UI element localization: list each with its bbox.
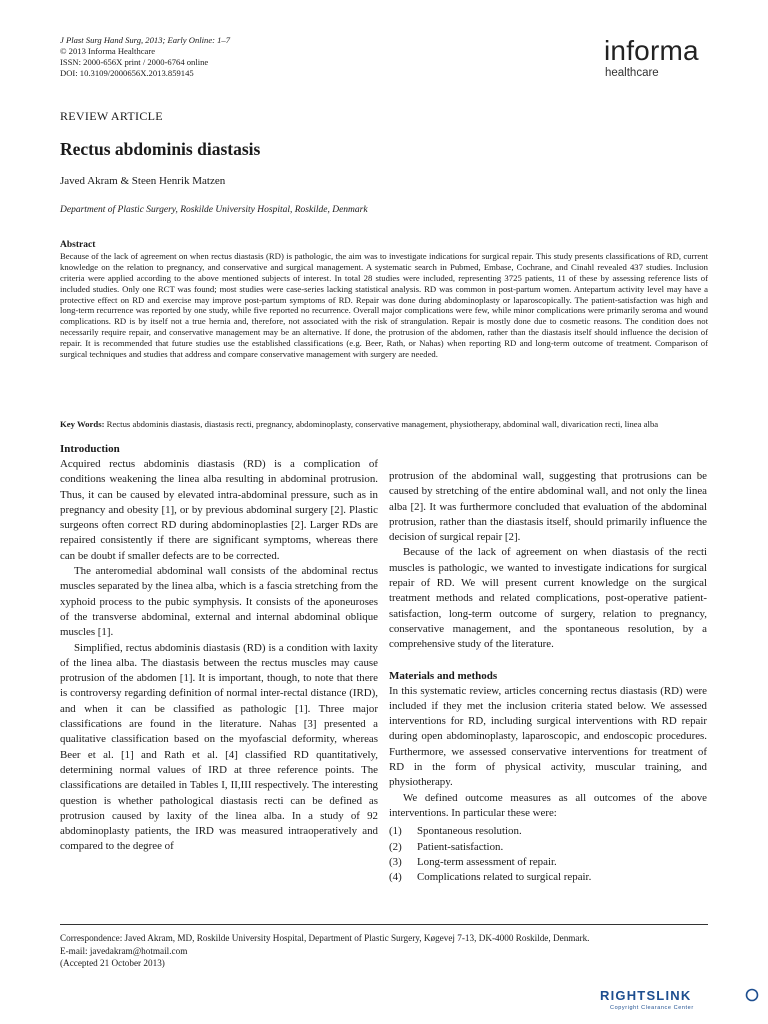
informa-healthcare-logo <box>604 36 699 80</box>
affiliation: Department of Plastic Surgery, Roskilde University Hospital, Roskilde, Denmark <box>60 205 368 215</box>
list-item-text: Long-term assessment of repair. <box>417 855 557 868</box>
journal-metadata <box>60 35 230 79</box>
abstract-text: Because of the lack of agreement on when rectus diastasis (RD) is pathologic, the aim was to investigate indications for surgical repair. This study presents classifications of RD, current knowledge on the relation to pregnancy, and conservative and surgical management. A systematic search in Pubmed, Embase, Cochrane, and Cinahl revealed 437 studies. Inclusion criteria were applied according to the above mentioned subjects of interest. In total 28 studies were included, representing 3725 patients, 11 of these by assessing reference lists of included studies. Only one RCT was found; most studies were case-series lacking statistical analysis. RD was common in post-partum women. Antepartum activity level may have a protective effect on RD and exercise may improve post-partum symptoms of RD. Repair was done during abdominoplasty or laparoscopically. The patient-satisfaction was high and long-term recurrence was reported by one study, while five reported no recurrence. Overall major complications were few, while minor complications were primarily seroma and wound complications. RD is by itself not a true hernia and, therefore, not associated with the risk of strangulation. Repair is mostly done due to cosmetic reasons. The condition does not necessarily require repair, and conservative management may be an alternative. If done, the protrusion of the abdomen, rather than the diastasis itself should influence the decision of repair. It is recommended that future studies use the established classifications (e.g. Beer, Rath, or Nahas) when reporting RD and long-term outcome of treatment. Comparison of surgical techniques and studies that address and compare conservative management with surgery are needed. <box>60 250 708 360</box>
list-item <box>389 840 707 855</box>
author-list: Javed Akram & Steen Henrik Matzen <box>60 175 226 187</box>
intro-paragraph-3: Simplified, rectus abdominis diastasis (RD) is a condition with laxity of the linea alba. The diastasis between the rectus muscles may cause protrusion of the abdomen [1]. It is important, though, to note that there is controversy regarding definition of normal inter-rectal distance (IRD), and when it can be classified as pathologic [1]. Three major classifications are found in the literature. Nahas [3] presented a qualitative classification based on the myofascial deformity, whereas Beer et al. [1] and Rath et al. [4] classified RD quantitatively, determining normal values of IRD at three reference points. The classifications are detailed in Tables I, II,III respectively. The interesting question is whether pathological diastasis recti can be defined as protrusion caused by laxity of the linea alba. In a study of 92 abdominoplasty patients, the IRD was measured intraoperatively and compared to the degree of <box>60 641 378 853</box>
rightslink-subtitle: Copyright Clearance Center <box>610 1005 694 1011</box>
list-item-number: (2) <box>389 840 402 853</box>
intro-paragraph-4: protrusion of the abdominal wall, suggesting that protrusions can be caused by stretching of the entire abdominal wall, and not only the linea alba [2]. It was furthermore concluded that evaluation of the abdominal protrusion, rather than the diastasis itself, should primarily influence the decision of surgical repair [2]. <box>389 470 707 544</box>
rightslink-logo[interactable] <box>600 986 760 1017</box>
outcome-list <box>389 824 707 885</box>
list-item <box>389 855 707 870</box>
accepted-date: (Accepted 21 October 2013) <box>60 958 165 968</box>
copyright-line: © 2013 Informa Healthcare <box>60 46 156 56</box>
abstract-heading: Abstract <box>60 240 96 250</box>
keywords-text: Rectus abdominis diastasis, diastasis recti, pregnancy, abdominoplasty, conservative management, physiotherapy, abdominal wall, divarication recti, linea alba <box>106 419 659 429</box>
intro-paragraph-2: The anteromedial abdominal wall consists of the abdominal rectus muscles separated by the linea alba, which is a fascia stretching from the xyphoid process to the pubic symphysis. It consists of the aponeuroses of the transverse abdominal, external and internal abdominal oblique muscles [1]. <box>60 565 378 639</box>
rightslink-ring-icon <box>747 990 758 1001</box>
methods-heading: Materials and methods <box>389 669 498 682</box>
list-item-text: Spontaneous resolution. <box>417 825 522 838</box>
list-item-text: Patient-satisfaction. <box>417 840 504 853</box>
logo-wordmark: informa <box>604 35 699 66</box>
correspondence-email[interactable]: E-mail: javedakram@hotmail.com <box>60 945 188 956</box>
intro-paragraph-5: Because of the lack of agreement on when diastasis of the recti muscles is pathologic, we wanted to investigate indications for surgical repair of RD. We will present current knowledge on the surgical treatment methods and related complications, post-operative patient-satisfaction, long-term outcome of surgery, relation to pregnancy, conservative management, and the spontaneous resolution, by a comprehensive study of the literature. <box>389 546 707 651</box>
keywords-section <box>60 419 708 430</box>
methods-paragraph-2: We defined outcome measures as all outcomes of the above interventions. In particular these were: <box>389 791 707 819</box>
list-item-number: (3) <box>389 855 402 868</box>
list-item <box>389 824 707 839</box>
article-title: Rectus abdominis diastasis <box>60 139 261 159</box>
list-item-number: (1) <box>389 825 402 838</box>
introduction-heading: Introduction <box>60 443 120 455</box>
keywords-heading: Key Words: <box>60 419 105 429</box>
intro-paragraph-1: Acquired rectus abdominis diastasis (RD) is a complication of conditions weakening the linea alba resulting in abdominal protrusion. Thus, it can be caused by elevated intra-abdominal pressure, such as in pregnancy and obesity [1], or by previous abdominal surgery [2]. Plastic surgeons often correct RD during abdominoplasties [2]. Larger RDs are repaired consistently if there are significant symptoms, whereas there can be doubt if smaller defects are to be corrected. <box>60 458 378 562</box>
journal-citation: J Plast Surg Hand Surg, 2013; Early Online: 1–7 <box>60 35 231 45</box>
abstract-section <box>60 240 708 360</box>
rightslink-logo-graphic <box>600 986 760 1012</box>
correspondence-footer <box>60 932 720 970</box>
issn-line: ISSN: 2000-656X print / 2000-6764 online <box>60 57 209 67</box>
correspondence-address: Correspondence: Javed Akram, MD, Roskilde University Hospital, Department of Plastic Surgery, Køgevej 7-13, DK-4000 Roskilde, Denmark. <box>60 933 590 943</box>
left-column <box>60 442 378 855</box>
doi-line[interactable]: DOI: 10.3109/2000656X.2013.859145 <box>60 68 194 78</box>
list-item <box>389 870 707 885</box>
footer-divider <box>60 924 708 925</box>
methods-paragraph-1: In this systematic review, articles concerning rectus diastasis (RD) were included if they met the inclusion criteria stated below. We assessed interventions for RD, including surgical interventions with RD repair during open abdominoplasty, laparoscopic, and endoscopic procedures. Furthermore, we assessed conservative interventions for treatment of RD in the form of physical activity, muscular training, and physiotherapy. <box>389 684 707 789</box>
logo-subtitle: healthcare <box>605 67 659 79</box>
list-item-text: Complications related to surgical repair. <box>417 871 592 884</box>
rightslink-word: RIGHTSLINK <box>600 988 692 1003</box>
article-type: REVIEW ARTICLE <box>60 109 163 123</box>
right-column <box>389 469 707 885</box>
list-item-number: (4) <box>389 871 402 884</box>
